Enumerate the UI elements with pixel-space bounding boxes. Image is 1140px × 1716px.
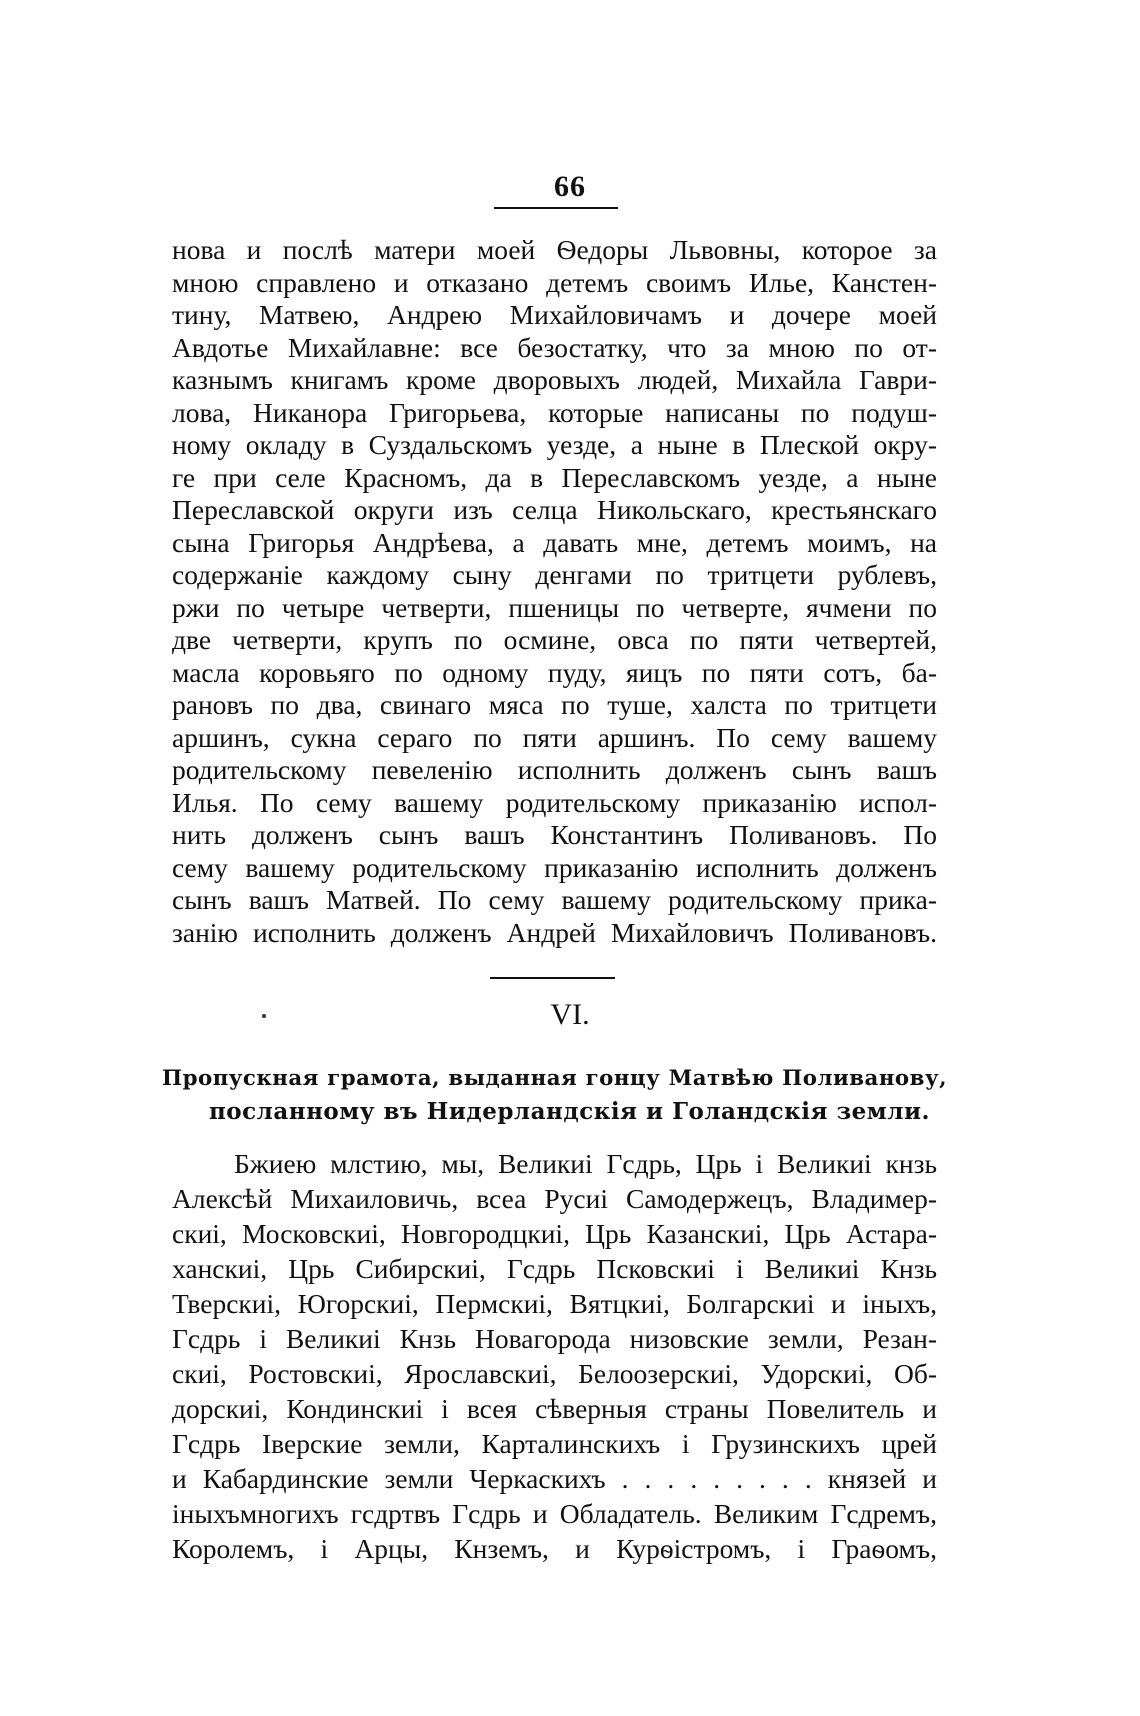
text-line: масла коровьяго по одному пуду, яицъ по пяти сотъ, ба- [172,656,937,688]
text-line: Переславской округи изъ селца Никольскаго, крестьянскаго [172,494,937,525]
text-line: скиі, Московскиі, Новгородцкиі, Црь Казанскиі, Црь Астара- [172,1218,937,1249]
page-number-rule [494,207,618,209]
section-title-line: Пропускная грамота, выданная гонцу Матвѣю Поливанову, [162,1066,947,1091]
text-line: занію исполнить долженъ Андрей Михайловичъ Поливановъ. [172,916,937,948]
text-line: сына Григорья Андрѣева, а давать мне, детемъ моимъ, на [172,526,937,558]
text-line: скиі, Ростовскиі, Ярославскиі, Белоозерскиі, Удорскиі, Об- [172,1358,937,1389]
text-line: рановъ по два, свинаго мяса по туше, халста по тритцети [172,689,937,720]
paragraph-1 [172,234,937,949]
text-line: дорскиі, Кондинскиі і всея сѣверныя страны Повелитель и [172,1393,937,1424]
text-line: лова, Никанора Григорьева, которые написаны по подуш- [172,396,937,428]
text-line: казнымъ книгамъ кроме дворовыхъ людей, Михайла Гаври- [172,364,937,395]
text-line: тину, Матвею, Андрею Михайловичамъ и дочере моей [172,299,937,330]
text-line: іныхъмногихъ гсдртвъ Гсдрь и Обладатель. Великим Гсдремъ, [172,1498,937,1529]
section-title-line: посланному въ Нидерландскія и Голандскія земли. [208,1098,931,1125]
text-line: ному окладу в Суздальскомъ уезде, а ныне в Плеской окру- [172,429,937,460]
text-line: сынъ вашъ Матвей. По сему вашему родительскому прика- [172,884,937,915]
text-line: мною справлено и отказано детемъ своимъ Илье, Канстен- [172,266,937,298]
text-line: Гсдрь Іверские земли, Карталинскихъ і Грузинскихъ црей [172,1428,937,1459]
text-line: нова и послѣ матери моей Ѳедоры Львовны, которое за [172,234,937,265]
text-line: содержаніе каждому сыну денгами по тритцети рублевъ, [172,559,937,590]
text-line: ге при селе Красномъ, да в Переславскомъ уезде, а ныне [172,461,937,493]
text-line: аршинъ, сукна сераго по пяти аршинъ. По сему вашему [172,721,937,753]
text-line: две четверти, крупъ по осмине, овса по пяти четвертей, [172,624,937,655]
text-line: Илья. По сему вашему родительскому приказанію испол- [172,786,937,818]
section-divider [490,977,615,979]
text-line: нить долженъ сынъ вашъ Константинъ Поливановъ. По [172,819,937,850]
text-line: Авдотье Михайлавне: все безостатку, что за мною по от- [172,331,937,363]
section-number: VI. [550,998,590,1031]
text-line: и Кабардинские земли Черкаскихъ . . . . . . . . . князей и [172,1463,937,1494]
paragraph-2 [172,1146,937,1566]
text-line: родительскому певеленію исполнить долженъ сынъ вашъ [172,754,937,785]
text-line: ржи по четыре четверти, пшеницы по четверте, ячмени по [172,591,937,623]
section-title [162,1062,947,1128]
text-line: ханскиі, Црь Сибирскиі, Гсдрь Псковскиі і Великиі Кнзь [172,1253,937,1284]
text-line: Гсдрь і Великиі Кнзь Новагорода низовские земли, Резан- [172,1323,937,1354]
text-line: Бжиею млстию, мы, Великиі Гсдрь, Црь і Великиі кнзь [234,1148,937,1179]
text-line: Тверскиі, Югорскиі, Пермскиі, Вятцкиі, Болгарскиі и іныхъ, [172,1288,937,1319]
text-line: Алексѣй Михаиловичь, всеа Русиі Самодержецъ, Владимер- [172,1183,937,1214]
page-number: 66 [554,170,586,203]
text-line: Королемъ, і Арцы, Кнземъ, и Курѳістромъ, і Граѳомъ, [172,1533,937,1564]
text-line: сему вашему родительскому приказанію исполнить долженъ [172,851,937,883]
